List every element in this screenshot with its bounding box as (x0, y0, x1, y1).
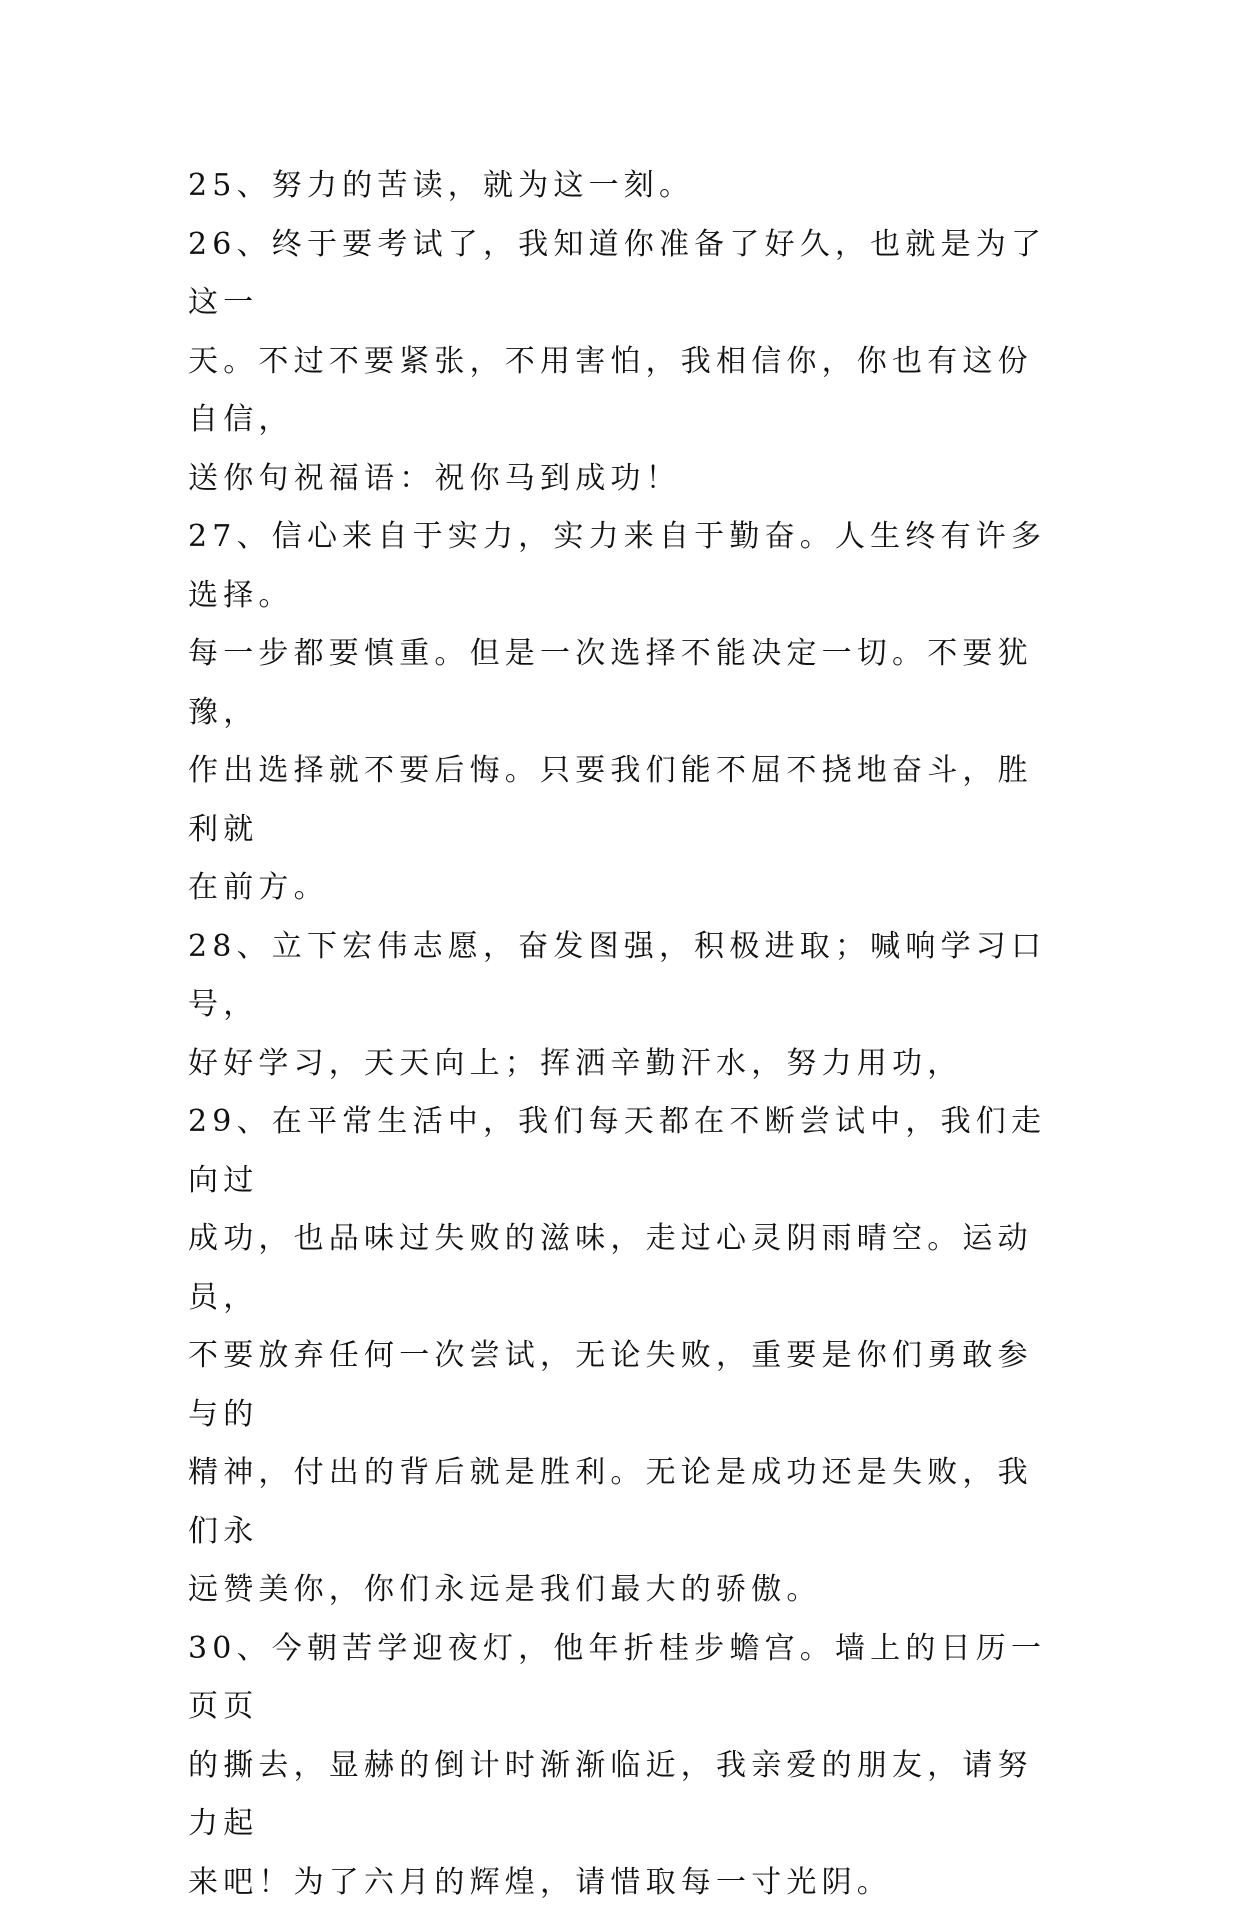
paragraph-28: 28、立下宏伟志愿，奋发图强，积极进取；喊响学习口号， 好好学习，天天向上；挥洒辛勤汗水，努力用功， (188, 918, 1058, 1094)
document-body (188, 157, 1058, 1912)
paragraph-27: 27、信心来自于实力，实力来自于勤奋。人生终有许多选择。 每一步都要慎重。但是一次选择不能决定一切。不要犹豫， 作出选择就不要后悔。只要我们能不屈不挠地奋斗，胜利就 在前方。 (188, 508, 1058, 918)
paragraph-25: 25、努力的苦读，就为这一刻。 (188, 157, 1058, 216)
paragraph-30: 30、今朝苦学迎夜灯，他年折桂步蟾宫。墙上的日历一页页 的撕去，显赫的倒计时渐渐临近，我亲爱的朋友，请努力起 来吧！为了六月的辉煌，请惜取每一寸光阴。 (188, 1620, 1058, 1912)
paragraph-26: 26、终于要考试了，我知道你准备了好久，也就是为了这一 天。不过不要紧张，不用害怕，我相信你，你也有这份自信， 送你句祝福语：祝你马到成功！ (188, 216, 1058, 509)
paragraph-29: 29、在平常生活中，我们每天都在不断尝试中，我们走向过 成功，也品味过失败的滋味，走过心灵阴雨晴空。运动员， 不要放弃任何一次尝试，无论失败，重要是你们勇敢参与的 精神，付出的背后就是胜利。无论是成功还是失败，我们永 远赞美你，你们永远是我们最大的骄傲。 (188, 1093, 1058, 1620)
